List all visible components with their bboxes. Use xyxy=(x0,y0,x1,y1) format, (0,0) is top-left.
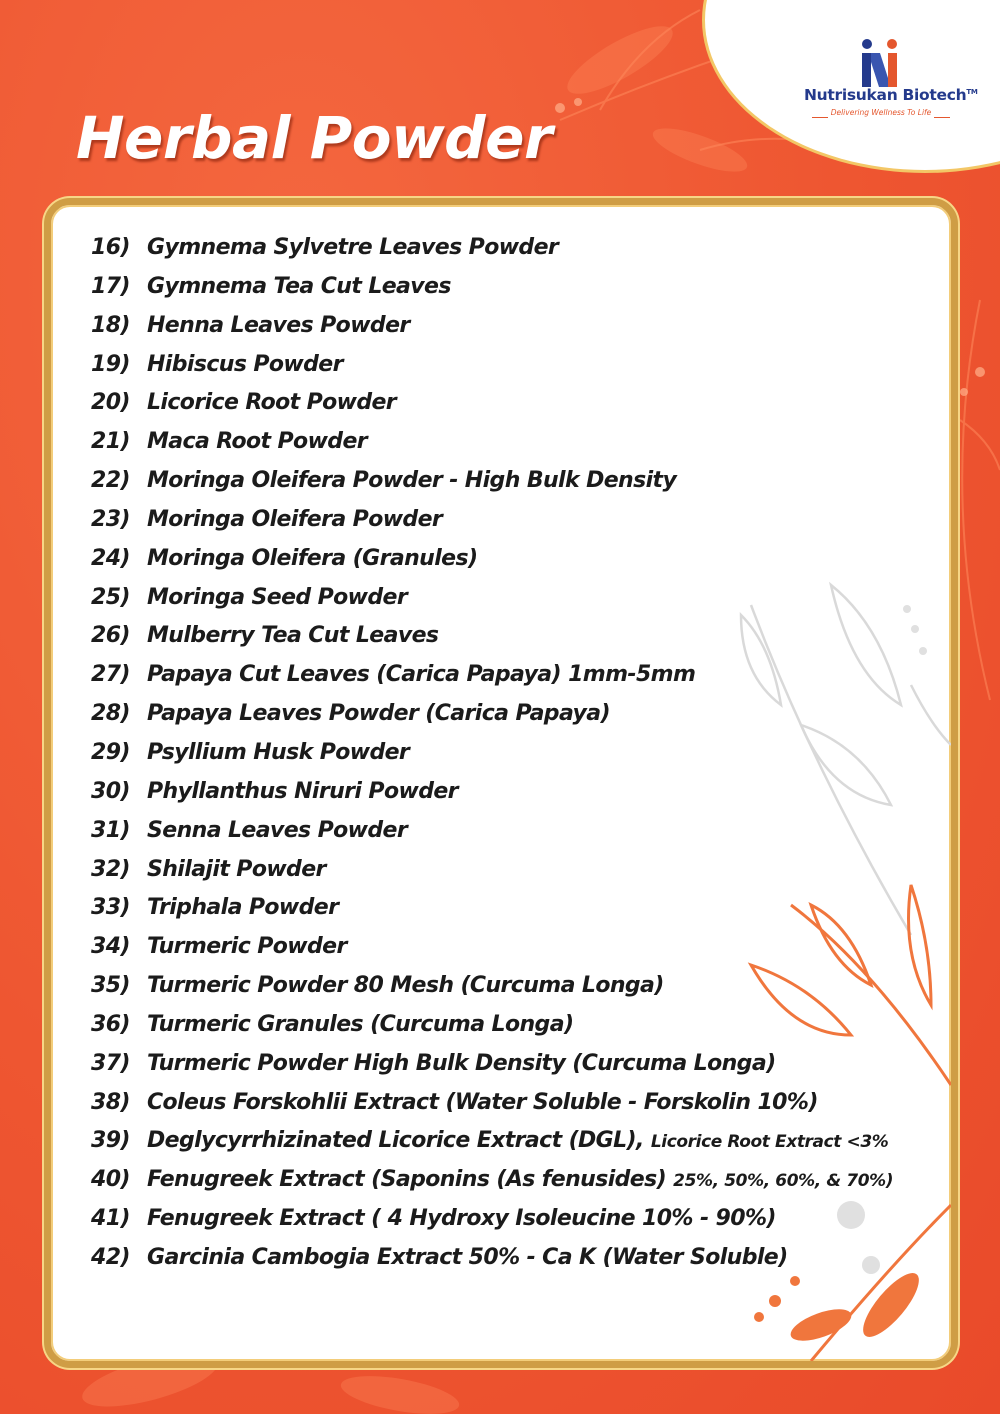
list-item xyxy=(91,617,893,656)
list-item xyxy=(91,1045,893,1084)
list-item xyxy=(91,1239,893,1278)
item-name: Turmeric Powder High Bulk Density (Curcuma Longa) xyxy=(147,1050,776,1076)
item-number: 17) xyxy=(91,273,130,299)
list-item xyxy=(91,229,893,268)
item-number: 33) xyxy=(91,895,130,921)
item-number: 19) xyxy=(91,351,130,377)
list-item xyxy=(91,656,893,695)
tagline-rule-left xyxy=(812,117,828,118)
item-name: Deglycyrrhizinated Licorice Extract (DGL), xyxy=(147,1128,644,1154)
item-number: 37) xyxy=(91,1050,130,1076)
list-item xyxy=(91,346,893,385)
item-name: Gymnema Sylvetre Leaves Powder xyxy=(147,235,559,260)
tagline-rule-right xyxy=(934,117,950,118)
list-item xyxy=(91,268,893,307)
item-name: Senna Leaves Powder xyxy=(147,817,408,843)
item-number: 20) xyxy=(91,390,130,416)
list-item xyxy=(91,307,893,346)
item-name: Moringa Oleifera (Granules) xyxy=(147,545,478,571)
list-item xyxy=(91,967,893,1006)
item-name: Fenugreek Extract ( 4 Hydroxy Isoleucine 10% - 90%) xyxy=(147,1206,776,1232)
item-number: 28) xyxy=(91,701,130,727)
item-number: 32) xyxy=(91,856,130,882)
list-item xyxy=(91,734,893,773)
item-name: Psyllium Husk Powder xyxy=(147,739,410,765)
brand-name: Nutrisukan Biotech™ xyxy=(804,86,978,104)
item-number: 41) xyxy=(91,1206,130,1232)
product-list-card xyxy=(44,198,958,1368)
list-item xyxy=(91,501,893,540)
list-item xyxy=(91,579,893,618)
item-name: Triphala Powder xyxy=(147,895,339,921)
list-item xyxy=(91,1084,893,1123)
item-name: Papaya Leaves Powder (Carica Papaya) xyxy=(147,701,610,727)
item-name: Maca Root Powder xyxy=(147,429,368,455)
item-number: 25) xyxy=(91,584,130,610)
item-number: 31) xyxy=(91,817,130,843)
item-name: Moringa Seed Powder xyxy=(147,584,408,610)
list-item xyxy=(91,889,893,928)
list-item xyxy=(91,540,893,579)
list-item xyxy=(91,851,893,890)
item-number: 39) xyxy=(91,1128,130,1154)
item-number: 42) xyxy=(91,1244,130,1270)
item-name: Moringa Oleifera Powder - High Bulk Density xyxy=(147,468,677,494)
item-number: 30) xyxy=(91,778,130,804)
people-logo-icon xyxy=(858,38,902,88)
item-name: Turmeric Powder 80 Mesh (Curcuma Longa) xyxy=(147,973,664,999)
item-number: 23) xyxy=(91,506,130,532)
item-number: 18) xyxy=(91,312,130,338)
item-number: 29) xyxy=(91,739,130,765)
list-item xyxy=(91,928,893,967)
item-number: 40) xyxy=(91,1167,130,1193)
item-name: Licorice Root Powder xyxy=(147,390,397,416)
item-name: Coleus Forskohlii Extract (Water Soluble - Forskolin 10%) xyxy=(147,1089,818,1115)
item-number: 24) xyxy=(91,545,130,571)
item-name: Mulberry Tea Cut Leaves xyxy=(147,623,439,649)
page-title: Herbal Powder xyxy=(76,104,553,172)
item-name: Papaya Cut Leaves (Carica Papaya) 1mm-5mm xyxy=(147,662,696,688)
item-name: Hibiscus Powder xyxy=(147,351,343,377)
item-number: 38) xyxy=(91,1089,130,1115)
item-note: 25%, 50%, 60%, & 70%) xyxy=(673,1171,894,1192)
item-name: Gymnema Tea Cut Leaves xyxy=(147,273,451,299)
list-item xyxy=(91,773,893,812)
item-name: Phyllanthus Niruri Powder xyxy=(147,778,458,804)
item-note: Licorice Root Extract <3% xyxy=(650,1132,889,1153)
list-item xyxy=(91,695,893,734)
item-number: 21) xyxy=(91,429,130,455)
item-name: Shilajit Powder xyxy=(147,856,326,882)
item-name: Fenugreek Extract (Saponins (As fenusides) xyxy=(147,1167,667,1193)
item-number: 35) xyxy=(91,973,130,999)
list-item xyxy=(91,423,893,462)
item-number: 27) xyxy=(91,662,130,688)
item-name: Turmeric Powder xyxy=(147,934,347,960)
list-item xyxy=(91,462,893,501)
item-name: Henna Leaves Powder xyxy=(147,312,410,338)
item-number: 36) xyxy=(91,1011,130,1037)
list-item xyxy=(91,1006,893,1045)
list-item xyxy=(91,1122,893,1161)
brand-tagline: Delivering Wellness To Life xyxy=(830,108,932,117)
item-name: Garcinia Cambogia Extract 50% - Ca K (Water Soluble) xyxy=(147,1244,788,1270)
trademark-mark: TM xyxy=(966,87,978,96)
item-number: 16) xyxy=(91,235,130,260)
list-item xyxy=(91,1161,893,1200)
item-number: 34) xyxy=(91,934,130,960)
product-list xyxy=(91,229,893,1278)
item-name: Turmeric Granules (Curcuma Longa) xyxy=(147,1011,574,1037)
item-number: 22) xyxy=(91,468,130,494)
list-item xyxy=(91,1200,893,1239)
list-item xyxy=(91,812,893,851)
item-number: 26) xyxy=(91,623,130,649)
item-name: Moringa Oleifera Powder xyxy=(147,506,443,532)
list-item xyxy=(91,384,893,423)
